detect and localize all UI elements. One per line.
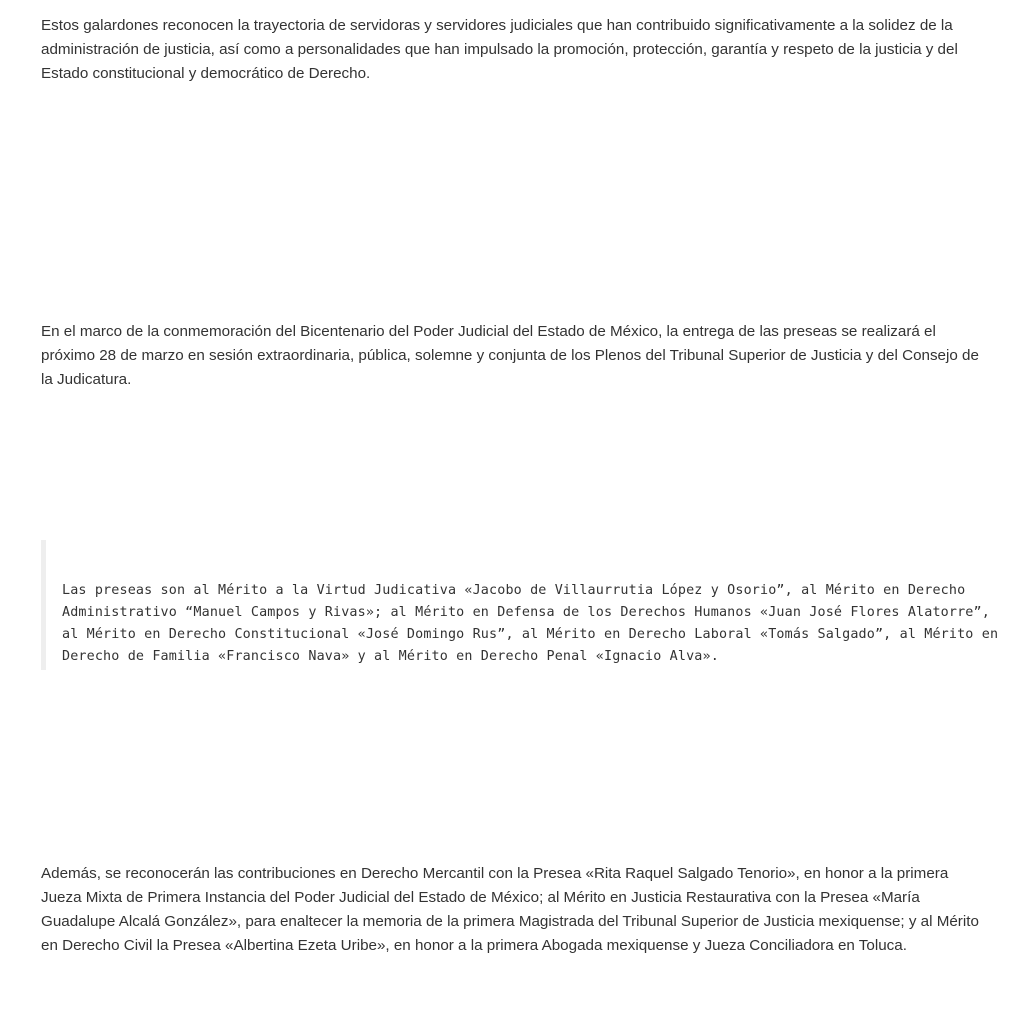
article-paragraph-1: Estos galardones reconocen la trayectoria de servidoras y servidores judiciales que han contribuido significativamente a la solidez de la administración de justicia, así como a personalidades que han impulsado la promoción, protección, garantía y respeto de la justicia y del Estado constitucional y democrático de Derecho. <box>41 17 958 82</box>
article-paragraph-3: Además, se reconocerán las contribuciones en Derecho Mercantil con la Presea «Rita Raquel Salgado Tenorio», en honor a la primera Jueza Mixta de Primera Instancia del Poder Judicial del Estado de México; al Mérito en Justicia Restaurativa con la Presea «María Guadalupe Alcalá González», para enaltecer la memoria de la primera Magistrada del Tribunal Superior de Justicia mexiquense; y al Mérito en Derecho Civil la Presea «Albertina Ezeta Uribe», en honor a la primera Abogada mexiquense y Jueza Conciliadora en Toluca. <box>41 865 979 954</box>
article-paragraph-2: En el marco de la conmemoración del Bicentenario del Poder Judicial del Estado de México, la entrega de las preseas se realizará el próximo 28 de marzo en sesión extraordinaria, pública, solemne y conjunta de los Plenos del Tribunal Superior de Justicia y del Consejo de la Judicatura. <box>41 323 979 388</box>
article-blockquote <box>41 540 1001 670</box>
blockquote-text: Las preseas son al Mérito a la Virtud Judicativa «Jacobo de Villaurrutia López y Osorio”, al Mérito en Derecho Administrativo “Manuel Campos y Rivas»; al Mérito en Defensa de los Derechos Humanos «Juan José Flores Alatorre”, al Mérito en Derecho Constitucional «José Domingo Rus”, al Mérito en Derecho Laboral «Tomás Salgado”, al Mérito en Derecho de Familia «Francisco Nava» y al Mérito en Derecho Penal «Ignacio Alva». <box>62 583 999 664</box>
